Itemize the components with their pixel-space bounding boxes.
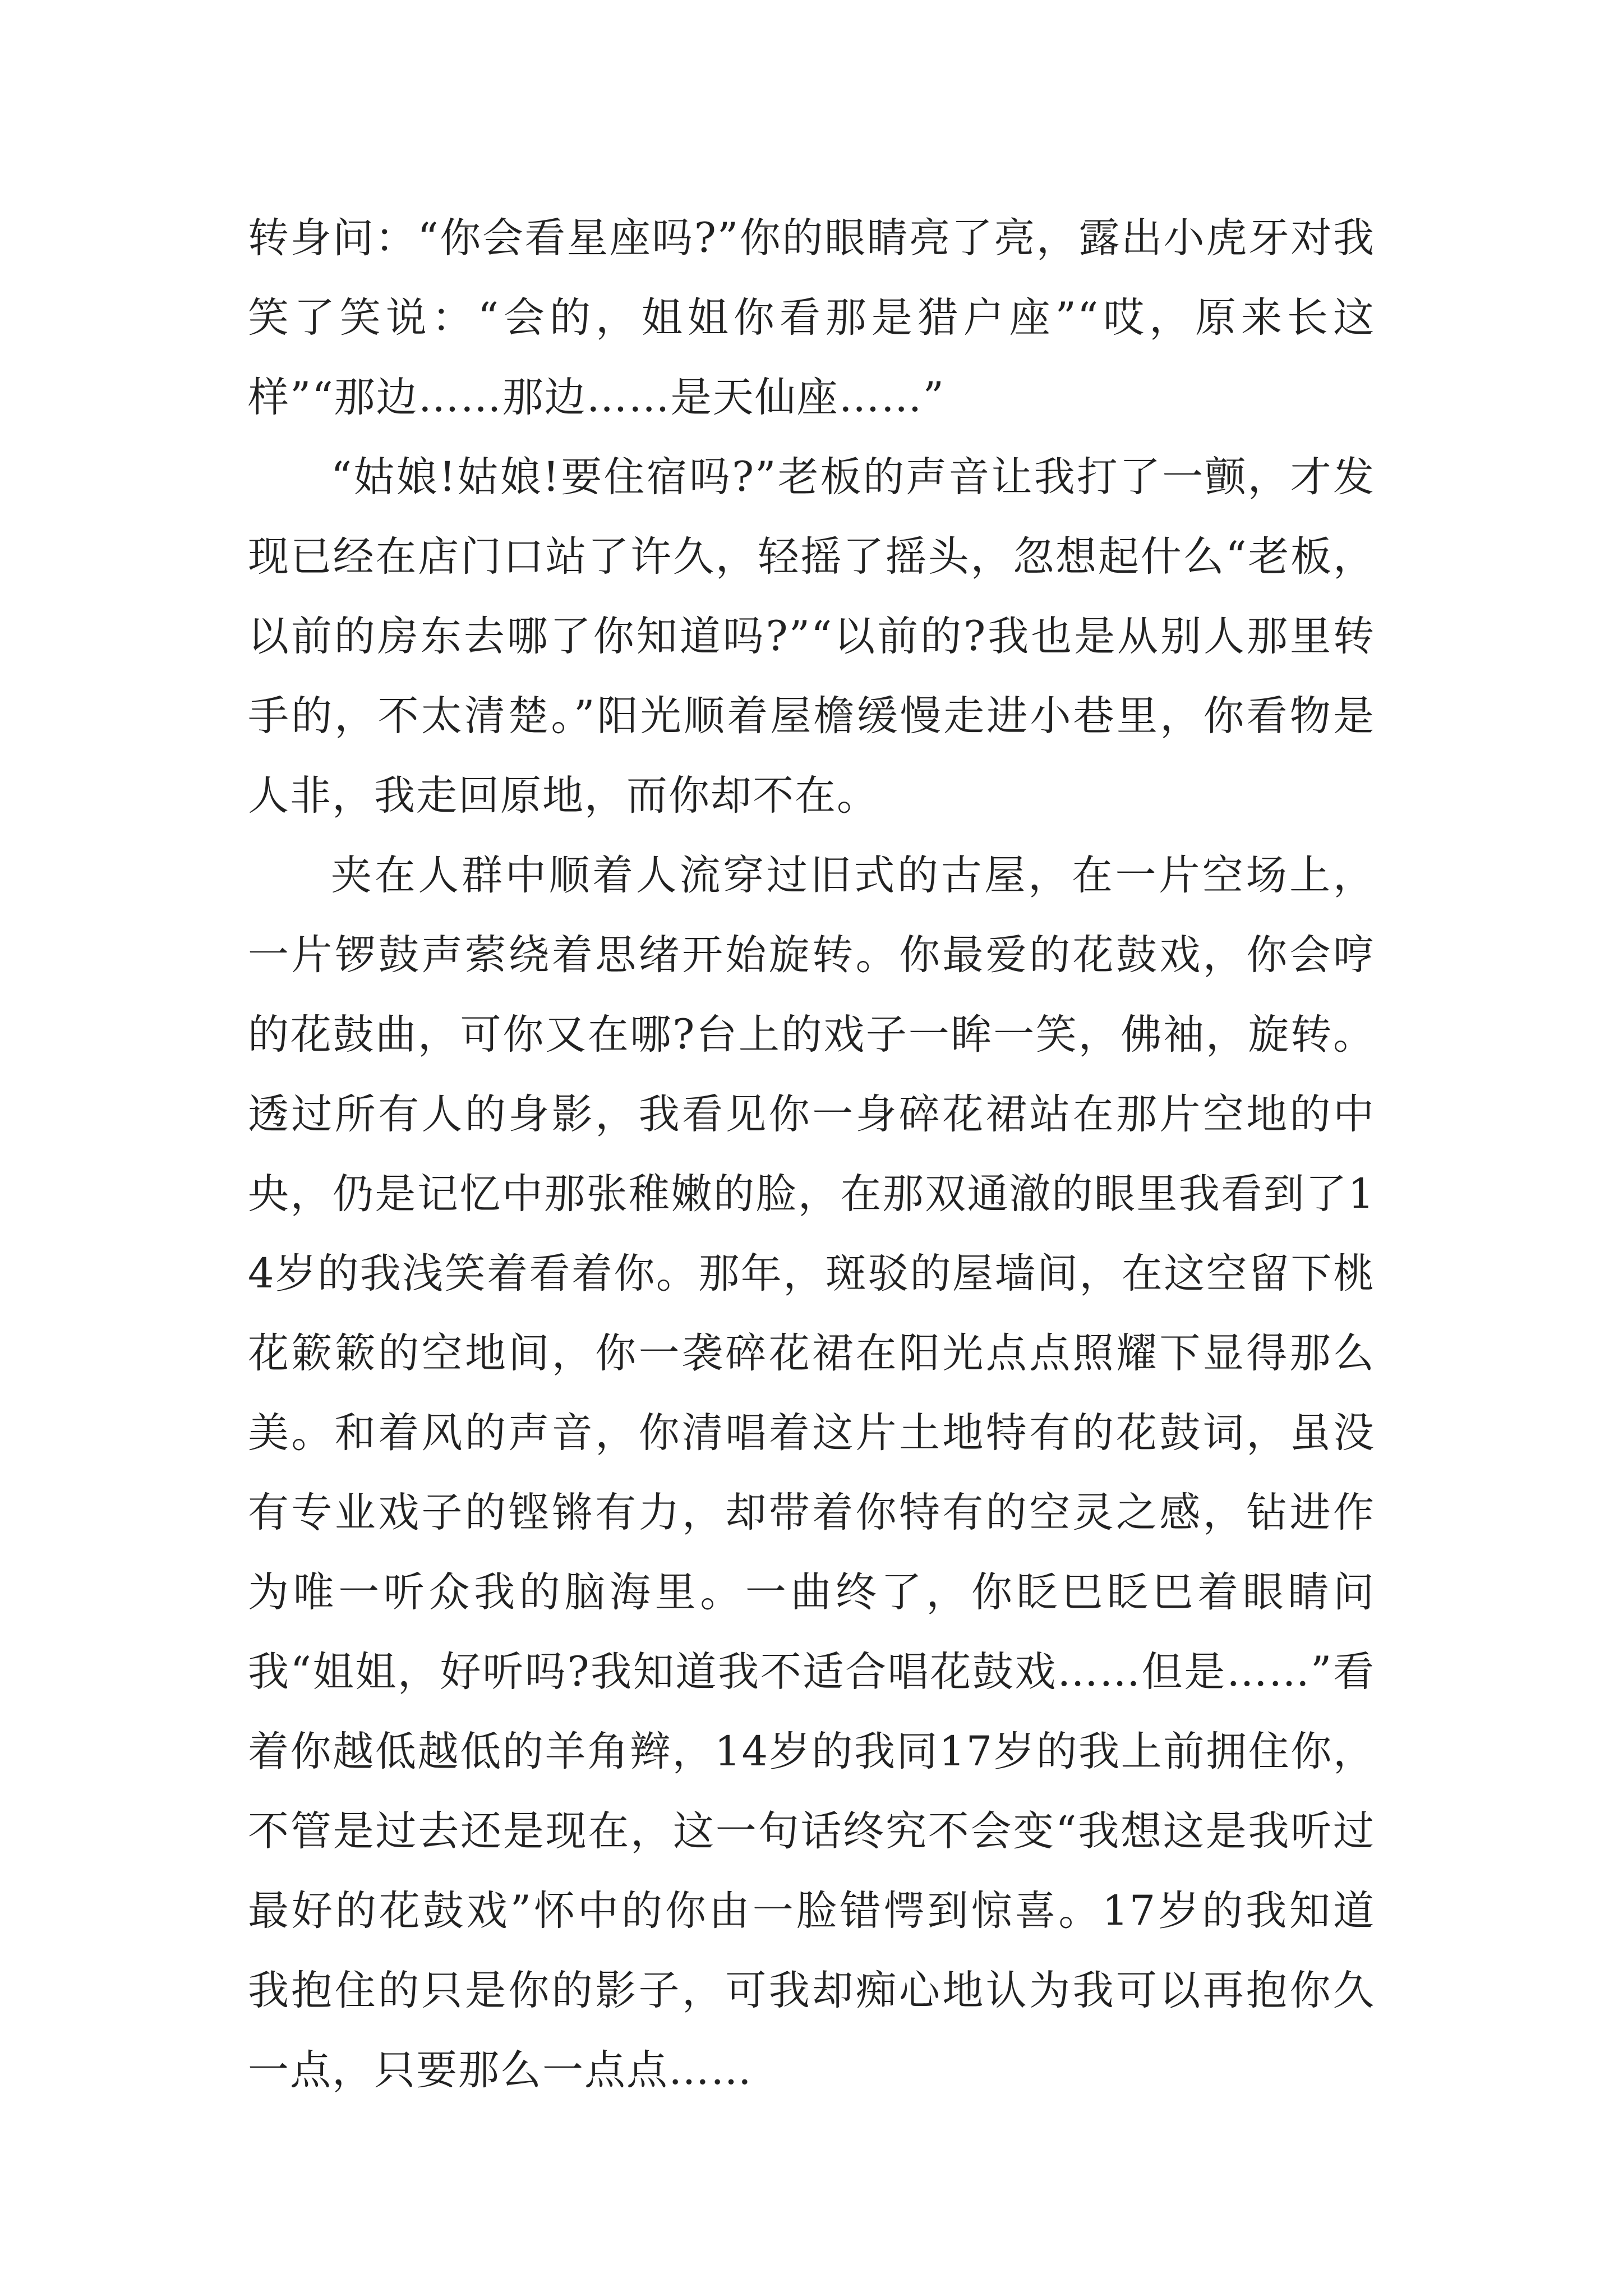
paragraph-2: “姑娘!姑娘!要住宿吗?”老板的声音让我打了一颤，才发现已经在店门口站了许久，轻摇了摇头，忽想起什么“老板，以前的房东去哪了你知道吗?”“以前的?我也是从别人那里转手的，不太清楚。”阳光顺着屋檐缓慢走进小巷里，你看物是人非，我走回原地，而你却不在。	[248, 453, 1375, 820]
paragraph-3: 夹在人群中顺着人流穿过旧式的古屋，在一片空场上，一片锣鼓声萦绕着思绪开始旋转。你最爱的花鼓戏，你会哼的花鼓曲，可你又在哪?台上的戏子一眸一笑，佛袖，旋转。透过所有人的身影，我看见你一身碎花裙站在那片空地的中央，仍是记忆中那张稚嫩的脸，在那双通澈的眼里我看到了14岁的我浅笑着看着你。那年，斑驳的屋墙间，在这空留下桃花簌簌的空地间，你一袭碎花裙在阳光点点照耀下显得那么美。和着风的声音，你清唱着这片土地特有的花鼓词，虽没有专业戏子的铿锵有力，却带着你特有的空灵之感，钻进作为唯一听众我的脑海里。一曲终了，你眨巴眨巴着眼睛问我“姐姐，好听吗?我知道我不适合唱花鼓戏……但是……”看着你越低越低的羊角辫，14岁的我同17岁的我上前拥住你，不管是过去还是现在，这一句话终究不会变“我想这是我听过最好的花鼓戏”怀中的你由一脸错愕到惊喜。17岁的我知道我抱住的只是你的影子，可我却痴心地认为我可以再抱你久一点，只要那么一点点……	[248, 852, 1375, 2094]
document-body	[248, 199, 1375, 2110]
paragraph-1: 转身问：“你会看星座吗?”你的眼睛亮了亮，露出小虎牙对我笑了笑说：“会的，姐姐你看那是猎户座”“哎，原来长这样”“那边……那边……是天仙座……”	[248, 214, 1375, 421]
